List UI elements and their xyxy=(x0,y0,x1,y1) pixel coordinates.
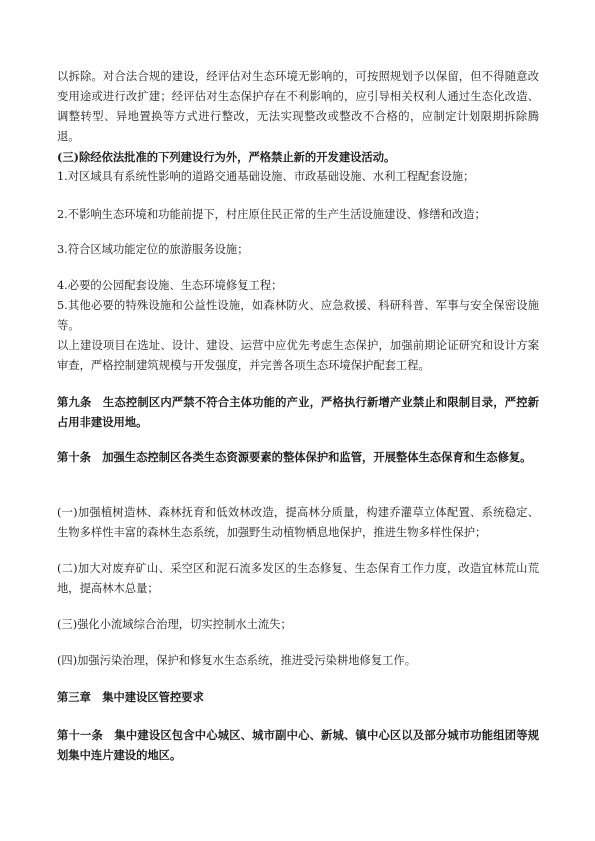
article-ten: 第十条 加强生态控制区各类生态资源要素的整体保护和监管，开展整体生态保育和生态修复。 xyxy=(57,450,532,464)
article-eleven: 第十一条 集中建设区包含中心城区、城市副中心、新城、镇中心区以及部分城市功能组团等规划集中连片建设的地区。 xyxy=(57,728,539,762)
list-item-3: 3.符合区域功能定位的旅游服务设施； xyxy=(57,243,249,256)
sub-item-two: (二)加大对废弃矿山、采空区和泥石流多发区的生态修复、生态保育工作力度，改造宜林荒山荒地，提高林木总量； xyxy=(57,562,539,595)
paragraph-project-requirements: 以上建设项目在选址、设计、建设、运营中应优先考虑生态保护，加强前期论证研究和设计方案审查，严格控制建筑规模与开发强度，并完善各项生态环境保护配套工程。 xyxy=(57,339,539,372)
sub-item-one: (一)加强植树造林、森林抚育和低效林改造，提高林分质量，构建乔灌草立体配置、系统稳定、生物多样性丰富的森林生态系统，加强野生动植物栖息地保护，推进生物多样性保护； xyxy=(57,506,539,539)
chapter-three-heading: 第三章 集中建设区管控要求 xyxy=(57,690,204,704)
clause-three-heading: (三)除经依法批准的下列建设行为外，严格禁止新的开发建设活动。 xyxy=(57,150,396,164)
article-nine: 第九条 生态控制区内严禁不符合主体功能的产业，严格执行新增产业禁止和限制目录，严控新占用非建设用地。 xyxy=(57,395,539,429)
sub-item-four: (四)加强污染治理，保护和修复水生态系统，推进受污染耕地修复工作。 xyxy=(57,654,417,667)
list-item-4: 4.必要的公园配套设施、生态环境修复工程； xyxy=(57,279,283,292)
paragraph-demolition-rules: 以拆除。对合法合规的建设，经评估对生态环境无影响的，可按照规划予以保留，但不得随意改变用途或进行改扩建；经评估对生态保护存在不利影响的，应引导相关权利人通过生态化改造、调整转型、异地置换等方式进行整改，无法实现整改或整改不合格的，应制定计划限期拆除腾退。 xyxy=(57,70,539,143)
sub-item-three: (三)强化小流域综合治理，切实控制水土流失； xyxy=(57,618,292,631)
list-item-2: 2.不影响生态环境和功能前提下，村庄原住民正常的生产生活设施建设、修缮和改造； xyxy=(57,208,486,221)
list-item-1: 1.对区域具有系统性影响的道路交通基础设施、市政基础设施、水利工程配套设施； xyxy=(57,170,475,183)
list-item-5: 5.其他必要的特殊设施和公益性设施，如森林防火、应急救援、科研科普、军事与安全保密设施等。 xyxy=(57,299,539,332)
